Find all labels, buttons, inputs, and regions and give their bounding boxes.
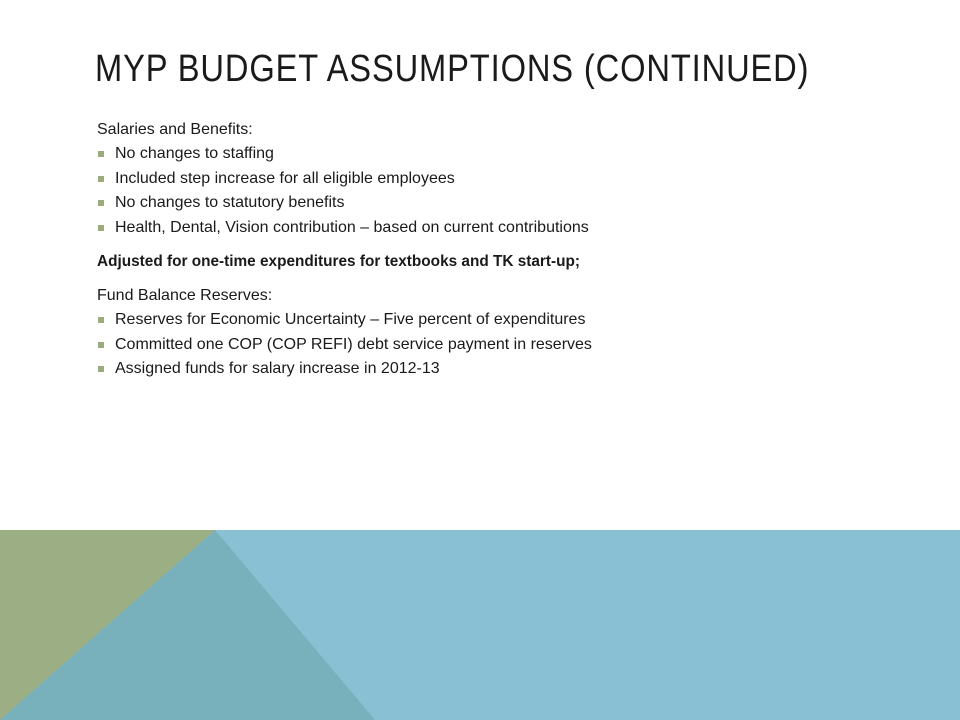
list-item-text: Health, Dental, Vision contribution – based on current contributions — [115, 218, 589, 236]
footer-graphic — [0, 530, 960, 720]
list-item-text: No changes to staffing — [115, 145, 274, 162]
list-item — [97, 167, 877, 192]
list-item-text: Reserves for Economic Uncertainty – Five percent of expenditures — [115, 311, 586, 328]
square-bullet-icon — [98, 176, 104, 182]
adjusted-heading: Adjusted for one-time expenditures for textbooks and TK start-up; — [97, 253, 581, 270]
list-item — [97, 357, 877, 382]
list-item — [97, 308, 877, 333]
list-item — [97, 333, 877, 358]
list-item-text: Committed one COP (COP REFI) debt service payment in reserves — [115, 335, 592, 353]
reserves-heading: Fund Balance Reserves: — [97, 287, 273, 304]
list-item-text: Assigned funds for salary increase in 2012-13 — [115, 360, 440, 377]
square-bullet-icon — [98, 225, 104, 231]
salaries-heading: Salaries and Benefits: — [97, 121, 253, 138]
square-bullet-icon — [98, 200, 104, 206]
salaries-list — [97, 142, 877, 240]
reserves-list — [97, 308, 877, 382]
square-bullet-icon — [98, 151, 104, 157]
slide-body — [97, 118, 877, 382]
decorative-footer-band — [0, 530, 960, 720]
slide-title: MYP BUDGET ASSUMPTIONS (CONTINUED) — [95, 48, 810, 90]
square-bullet-icon — [98, 342, 104, 348]
list-item — [97, 191, 877, 216]
square-bullet-icon — [98, 366, 104, 372]
list-item-text: Included step increase for all eligible employees — [115, 169, 455, 187]
list-item — [97, 142, 877, 167]
list-item — [97, 216, 877, 241]
list-item-text: No changes to statutory benefits — [115, 194, 345, 211]
square-bullet-icon — [98, 317, 104, 323]
